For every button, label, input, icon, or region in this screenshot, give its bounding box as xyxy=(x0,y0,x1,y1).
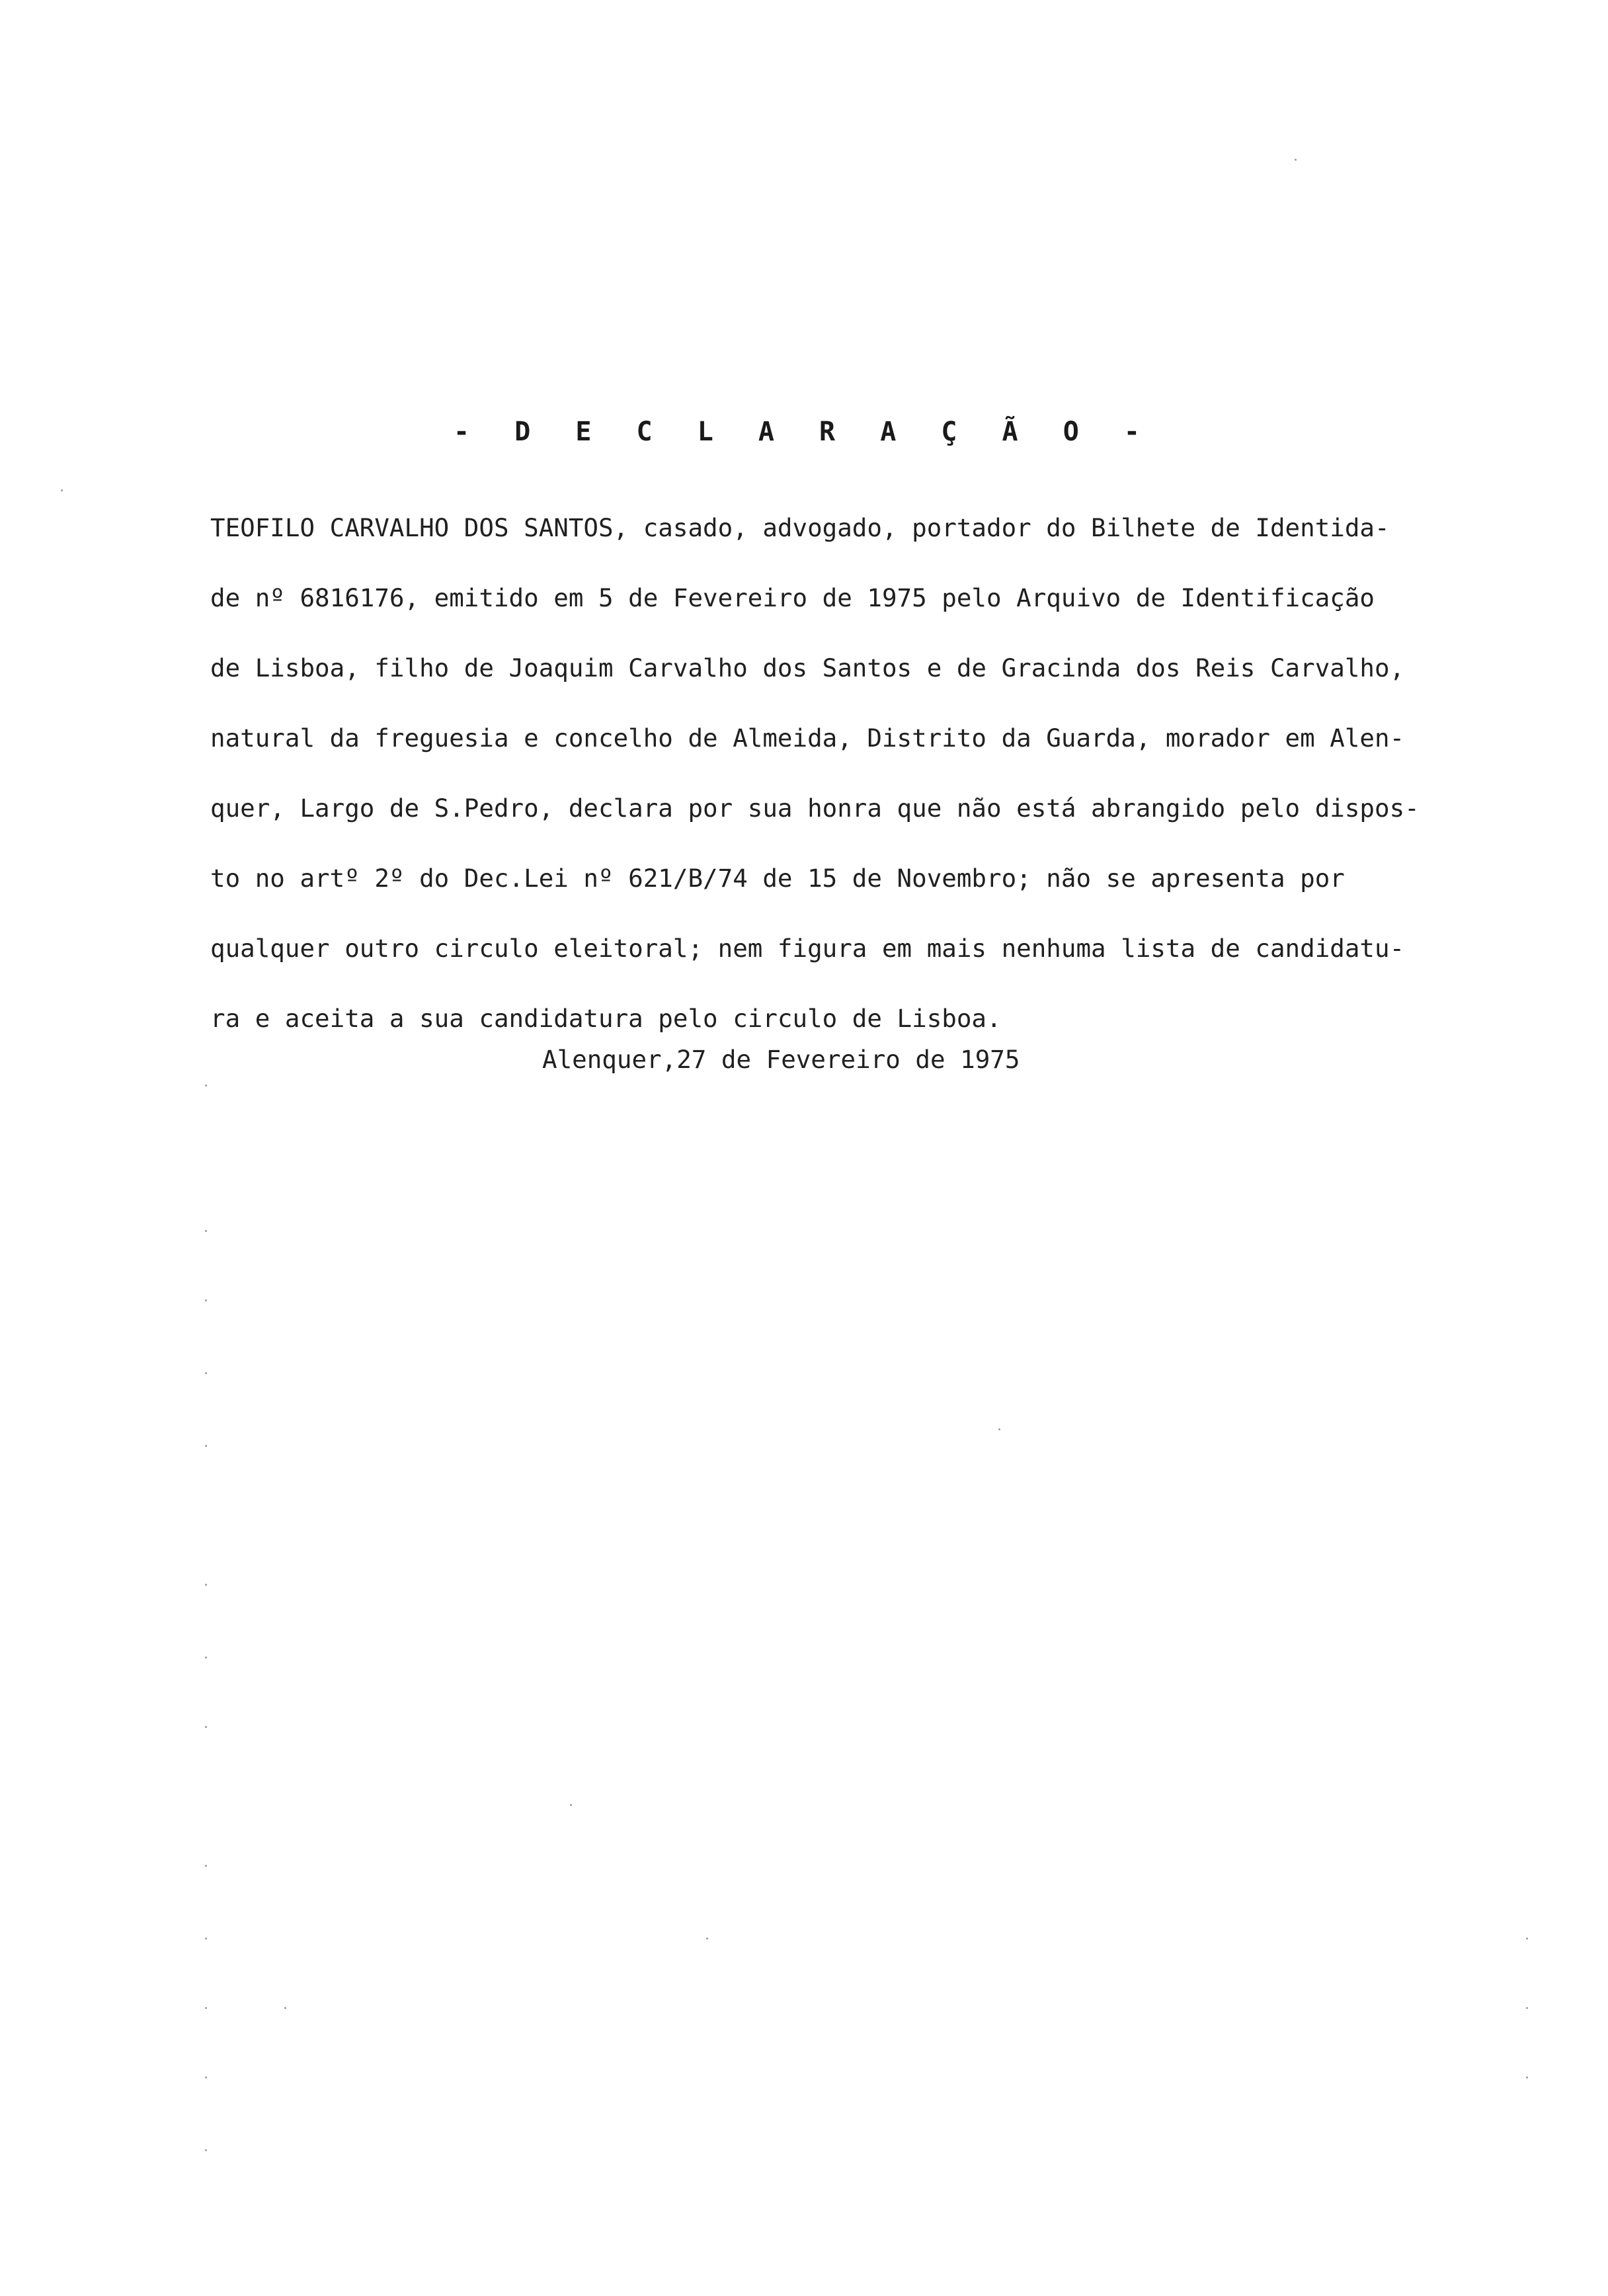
body-line-7: qualquer outro circulo eleitoral; nem figura em mais nenhuma lista de candidatu- xyxy=(210,934,1405,963)
scan-speck xyxy=(1526,1938,1528,1940)
body-line-3: de Lisboa, filho de Joaquim Carvalho dos Santos e de Gracinda dos Reis Carvalho, xyxy=(210,653,1405,682)
scan-speck xyxy=(205,1865,207,1867)
scan-speck xyxy=(61,489,63,491)
place-and-date: Alenquer,27 de Fevereiro de 1975 xyxy=(542,1045,1020,1074)
body-line-2: de nº 6816176, emitido em 5 de Fevereiro de 1975 pelo Arquivo de Identificação xyxy=(210,583,1375,612)
scan-speck xyxy=(1526,2076,1528,2078)
body-line-6: to no artº 2º do Dec.Lei nº 621/B/74 de 15 de Novembro; não se apresenta por xyxy=(210,864,1345,893)
scan-speck xyxy=(284,2007,286,2009)
scan-speck xyxy=(205,1299,207,1301)
scan-speck xyxy=(205,1584,207,1586)
scan-speck xyxy=(205,1230,207,1232)
scan-speck xyxy=(205,2007,207,2009)
declaration-body xyxy=(210,493,1519,1053)
scan-speck xyxy=(205,1726,207,1728)
scan-speck xyxy=(205,1445,207,1447)
body-line-1: TEOFILO CARVALHO DOS SANTOS, casado, advogado, portador do Bilhete de Identida- xyxy=(210,513,1390,542)
body-line-5: quer, Largo de S.Pedro, declara por sua honra que não está abrangido pelo dispos- xyxy=(210,794,1420,823)
scan-speck xyxy=(205,2076,207,2078)
scan-speck xyxy=(1526,2007,1528,2009)
scan-speck xyxy=(205,2149,207,2151)
scan-speck xyxy=(570,1804,572,1806)
body-line-4: natural da freguesia e concelho de Almeida, Distrito da Guarda, morador em Alen- xyxy=(210,723,1405,753)
document-title: - D E C L A R A Ç Ã O - xyxy=(454,417,1154,447)
scan-speck xyxy=(205,1657,207,1659)
scan-speck xyxy=(1295,159,1297,161)
scan-speck xyxy=(205,1372,207,1374)
scan-speck xyxy=(205,1085,207,1086)
scan-speck xyxy=(205,1938,207,1940)
scan-speck xyxy=(998,1428,1000,1430)
body-line-8: ra e aceita a sua candidatura pelo circulo de Lisboa. xyxy=(210,1004,1002,1033)
scan-speck xyxy=(706,1938,708,1940)
